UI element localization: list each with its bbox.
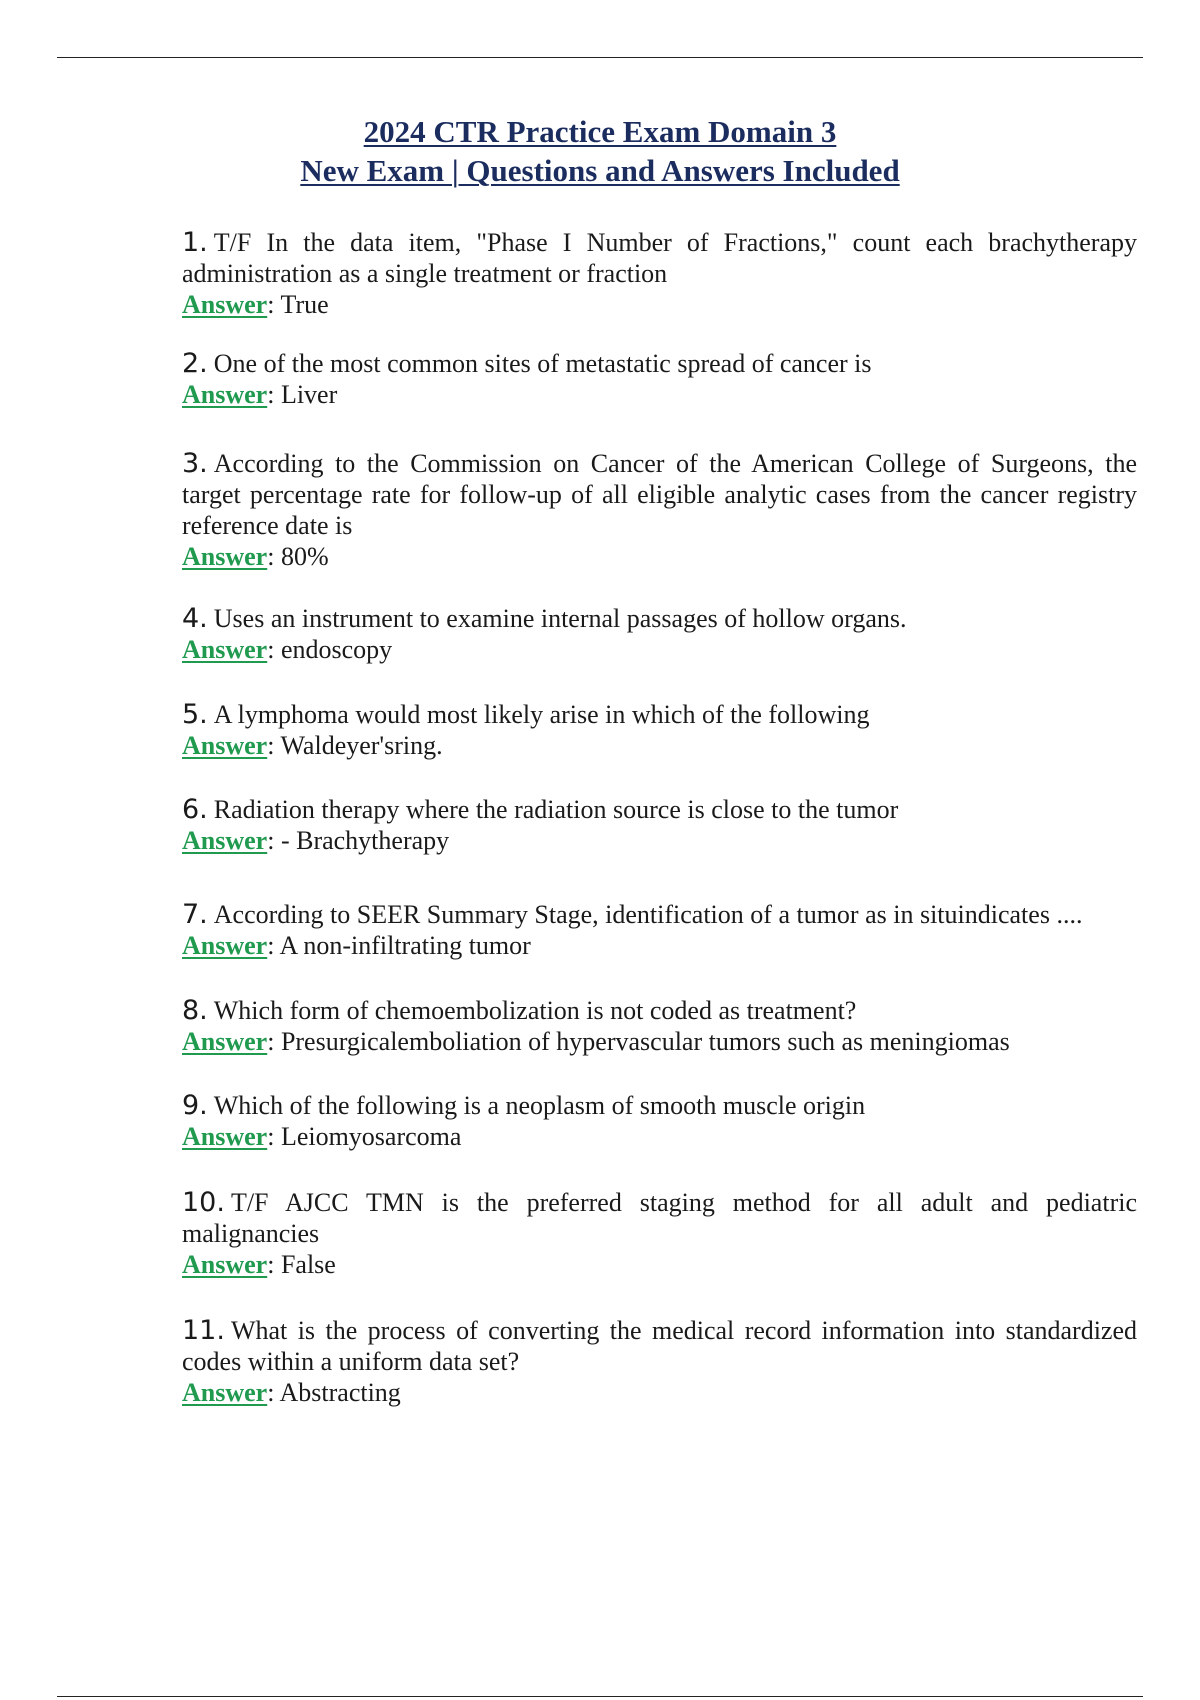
- question-body: Radiation therapy where the radiation source is close to the tumor: [213, 795, 899, 824]
- question-text: [182, 1090, 1137, 1121]
- answer-value: : True: [267, 290, 329, 319]
- question-body: A lymphoma would most likely arise in which of the following: [213, 700, 870, 729]
- qa-item: [182, 699, 1137, 762]
- answer-line: [182, 1377, 1137, 1409]
- question-text: [182, 995, 1137, 1026]
- answer-line: [182, 825, 1137, 857]
- answer-line: [182, 930, 1137, 962]
- question-body: Which of the following is a neoplasm of smooth muscle origin: [213, 1091, 866, 1120]
- answer-value: : Waldeyer'sring.: [267, 731, 443, 760]
- question-number: 8.: [182, 995, 208, 1026]
- answer-value: : endoscopy: [267, 635, 393, 664]
- question-body: One of the most common sites of metastatic spread of cancer is: [213, 349, 872, 378]
- answer-label: Answer: [182, 1122, 268, 1151]
- answer-value: : A non-infiltrating tumor: [267, 931, 531, 960]
- answer-value: : Presurgicalemboliation of hypervascular tumors such as meningiomas: [267, 1027, 1010, 1056]
- document-title: [0, 112, 1200, 190]
- answer-line: [182, 1121, 1137, 1153]
- answer-label: Answer: [182, 1378, 268, 1407]
- answer-line: [182, 730, 1137, 762]
- answer-label: Answer: [182, 731, 268, 760]
- question-number: 5.: [182, 699, 208, 730]
- question-body: According to SEER Summary Stage, identification of a tumor as in situindicates ....: [213, 900, 1083, 929]
- qa-item: [182, 448, 1137, 573]
- question-body: Uses an instrument to examine internal passages of hollow organs.: [213, 604, 907, 633]
- title-line-2: New Exam | Questions and Answers Included: [300, 153, 900, 188]
- answer-value: : 80%: [267, 542, 329, 571]
- answer-value: : Liver: [267, 380, 338, 409]
- answer-value: : - Brachytherapy: [267, 826, 450, 855]
- title-line-1: 2024 CTR Practice Exam Domain 3: [363, 114, 837, 149]
- qa-item: [182, 227, 1137, 321]
- question-text: [182, 603, 1137, 634]
- question-text: [182, 348, 1137, 379]
- answer-value: : Abstracting: [267, 1378, 401, 1407]
- qa-item: [182, 995, 1137, 1058]
- question-number: 6.: [182, 794, 208, 825]
- qa-item: [182, 1090, 1137, 1153]
- answer-line: [182, 379, 1137, 411]
- question-text: [182, 1187, 1137, 1249]
- question-text: [182, 227, 1137, 289]
- qa-item: [182, 794, 1137, 857]
- answer-label: Answer: [182, 931, 268, 960]
- question-body: T/F In the data item, "Phase I Number of Fractions," count each brachytherapy administration as a single treatment or fraction: [182, 228, 1137, 288]
- question-text: [182, 1315, 1137, 1377]
- top-divider: [57, 57, 1143, 58]
- question-text: [182, 794, 1137, 825]
- answer-value: : False: [267, 1250, 336, 1279]
- question-list: [182, 227, 1137, 1409]
- qa-item: [182, 899, 1137, 962]
- answer-label: Answer: [182, 380, 268, 409]
- answer-value: : Leiomyosarcoma: [267, 1122, 462, 1151]
- question-body: Which form of chemoembolization is not coded as treatment?: [213, 996, 857, 1025]
- question-number: 10.: [182, 1187, 225, 1218]
- qa-item: [182, 1187, 1137, 1281]
- question-number: 4.: [182, 603, 208, 634]
- answer-label: Answer: [182, 635, 268, 664]
- answer-line: [182, 1026, 1137, 1058]
- answer-label: Answer: [182, 542, 268, 571]
- answer-label: Answer: [182, 1027, 268, 1056]
- question-number: 11.: [182, 1315, 225, 1346]
- answer-line: [182, 289, 1137, 321]
- question-number: 9.: [182, 1090, 208, 1121]
- question-text: [182, 899, 1137, 930]
- answer-line: [182, 1249, 1137, 1281]
- answer-line: [182, 634, 1137, 666]
- question-body: According to the Commission on Cancer of the American College of Surgeons, the target percentage rate for follow-up of all eligible analytic cases from the cancer registry reference date is: [182, 449, 1137, 540]
- question-number: 2.: [182, 348, 208, 379]
- qa-item: [182, 348, 1137, 411]
- question-body: What is the process of converting the medical record information into standardized codes within a uniform data set?: [182, 1316, 1137, 1376]
- answer-label: Answer: [182, 1250, 268, 1279]
- qa-item: [182, 603, 1137, 666]
- answer-line: [182, 541, 1137, 573]
- question-text: [182, 448, 1137, 541]
- question-number: 3.: [182, 448, 208, 479]
- answer-label: Answer: [182, 826, 268, 855]
- answer-label: Answer: [182, 290, 268, 319]
- bottom-divider: [57, 1696, 1143, 1697]
- question-number: 1.: [182, 227, 208, 258]
- question-body: T/F AJCC TMN is the preferred staging method for all adult and pediatric malignancies: [182, 1188, 1137, 1248]
- question-text: [182, 699, 1137, 730]
- question-number: 7.: [182, 899, 208, 930]
- qa-item: [182, 1315, 1137, 1409]
